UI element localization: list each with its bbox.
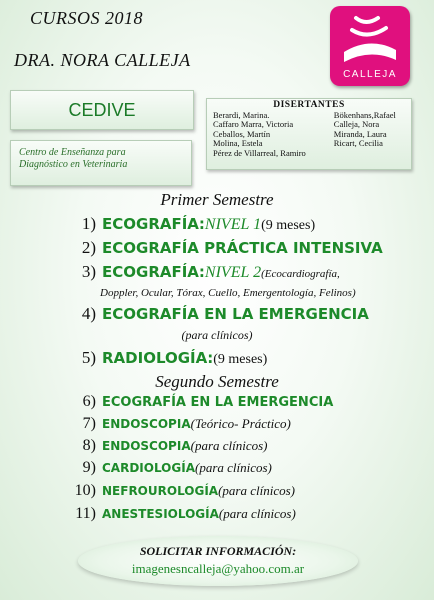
course-number: 3) xyxy=(81,262,96,281)
calleja-logo xyxy=(330,6,410,86)
course-separator: : xyxy=(207,349,214,367)
course-name: ECOGRAFÍA xyxy=(102,263,199,281)
title-doctor-name: DRA. NORA CALLEJA xyxy=(14,50,191,70)
centro-line1: Centro de Enseñanza para xyxy=(19,147,126,158)
course-item xyxy=(50,437,268,455)
first-semester-heading: Primer Semestre xyxy=(160,190,274,209)
course-number: 8) xyxy=(82,437,96,454)
course-note: (Ecocardiografía, xyxy=(261,268,340,280)
course-note: (9 meses) xyxy=(261,218,316,233)
course-note-continuation: (para clínicos) xyxy=(181,328,253,342)
course-number: 5) xyxy=(81,348,96,367)
logo-mark-icon xyxy=(330,6,410,70)
course-item xyxy=(50,262,340,282)
speaker-name: Molina, Estela xyxy=(213,138,263,149)
course-item xyxy=(50,304,369,324)
course-separator: : xyxy=(198,215,205,233)
course-number: 2) xyxy=(81,238,96,257)
logo-text: CALLEJA xyxy=(343,69,397,80)
speaker-name: Berardi, Marina. xyxy=(213,109,270,120)
speaker-name: Calleja, Nora xyxy=(333,119,380,130)
course-note: (para clínicos) xyxy=(190,438,268,453)
course-name: ECOGRAFÍA xyxy=(102,215,199,233)
course-name: CARDIOLOGÍA xyxy=(102,461,195,475)
speaker-name: Bökenhans,Rafael xyxy=(333,109,396,120)
course-item xyxy=(50,348,267,368)
speaker-name: Ricart, Cecilia xyxy=(333,138,383,149)
course-item xyxy=(50,214,315,234)
course-number: 6) xyxy=(82,393,96,410)
course-item xyxy=(50,459,272,477)
course-item xyxy=(50,482,295,500)
title-cursos: CURSOS 2018 xyxy=(30,8,143,28)
course-note: (para clínicos) xyxy=(218,506,296,521)
contact-heading: SOLICITAR INFORMACIÓN: xyxy=(139,544,297,558)
speaker-name: Ceballos, Martín xyxy=(213,128,271,139)
course-item xyxy=(50,238,383,258)
course-level: NIVEL 1 xyxy=(204,216,262,233)
course-note: (para clínicos) xyxy=(194,460,272,475)
speaker-name: Pérez de Villarreal, Ramiro xyxy=(213,147,306,158)
course-name: ENDOSCOPIA xyxy=(102,439,191,453)
speaker-name: Caffaro Marra, Victoria xyxy=(213,119,294,130)
course-name: ENDOSCOPIA xyxy=(102,417,191,431)
course-number: 10) xyxy=(74,482,96,499)
course-note: (Teórico- Práctico) xyxy=(190,416,291,431)
course-number: 1) xyxy=(81,214,96,233)
centro-line2: Diagnóstico en Veterinaria xyxy=(19,159,128,170)
course-name: ECOGRAFÍA EN LA EMERGENCIA xyxy=(102,395,334,410)
course-name: RADIOLOGÍA xyxy=(102,349,208,367)
course-number: 4) xyxy=(81,304,96,323)
course-item xyxy=(50,415,291,433)
course-separator: : xyxy=(198,263,205,281)
course-note-continuation: Doppler, Ocular, Tórax, Cuello, Emergentología, Felinos) xyxy=(100,287,356,299)
course-number: 11) xyxy=(75,505,96,522)
course-name: ECOGRAFÍA PRÁCTICA INTENSIVA xyxy=(102,239,383,257)
second-semester-heading: Segundo Semestre xyxy=(155,372,279,391)
course-item xyxy=(50,393,333,411)
course-item xyxy=(50,505,296,523)
course-number: 9) xyxy=(82,459,96,476)
course-note: (para clínicos) xyxy=(218,483,295,498)
course-name: NEFROUROLOGÍA xyxy=(102,484,219,498)
contact-box xyxy=(78,536,358,586)
course-note: (9 meses) xyxy=(213,352,268,367)
course-level: NIVEL 2 xyxy=(204,264,262,281)
course-name: ANESTESIOLOGÍA xyxy=(102,507,219,521)
course-name: ECOGRAFÍA EN LA EMERGENCIA xyxy=(102,305,369,323)
centro-box xyxy=(10,140,192,186)
disertantes-title: DISERTANTES xyxy=(273,100,345,110)
contact-email[interactable]: imagenesncalleja@yahoo.com.ar xyxy=(131,561,305,576)
speaker-name: Miranda, Laura xyxy=(333,128,387,139)
disertantes-box xyxy=(206,98,412,170)
cedive-box: CEDIVE xyxy=(10,90,194,130)
course-number: 7) xyxy=(82,415,96,432)
